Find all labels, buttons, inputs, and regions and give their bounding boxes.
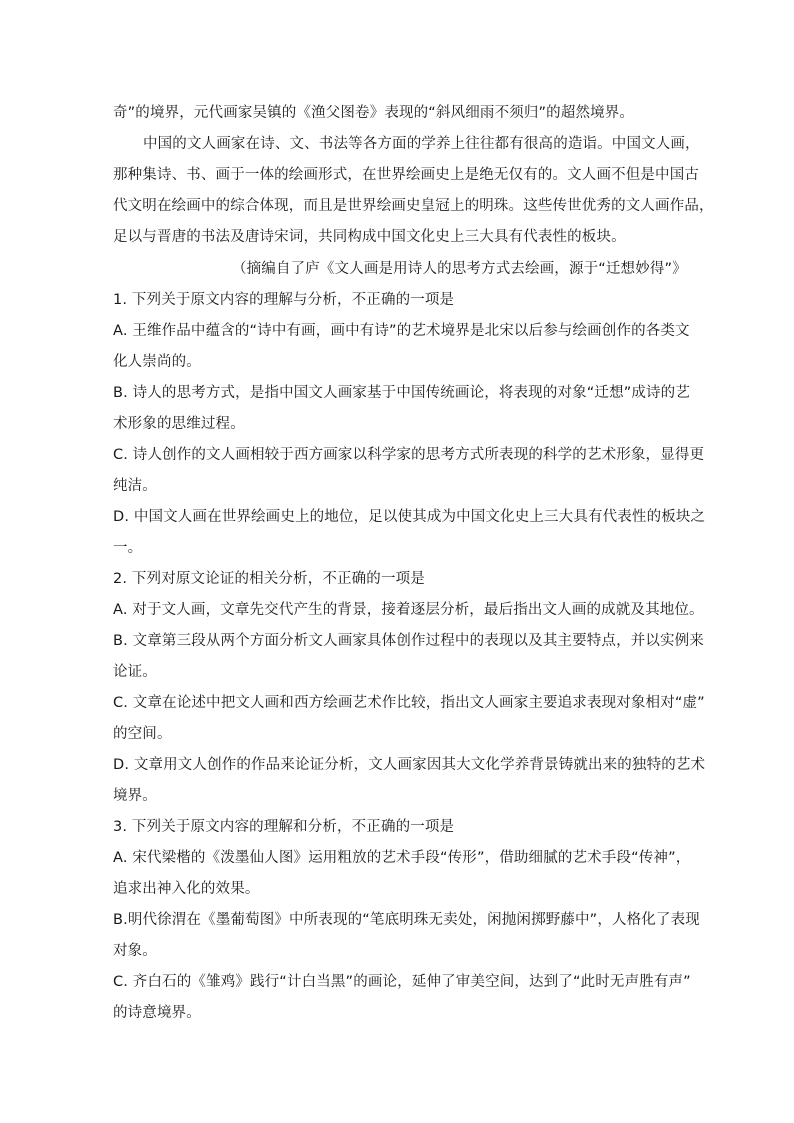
- option-d: D. 文章用文人创作的作品来论证分析，文人画家因其大文化学养背景铸就出来的独特的艺术: [113, 757, 706, 773]
- option-c-cont: 的诗意境界。: [113, 1005, 201, 1021]
- option-c-cont: 的空间。: [113, 726, 172, 742]
- option-c: C. 诗人创作的文人画相较于西方画家以科学家的思考方式所表现的科学的艺术形象，显得更: [113, 447, 705, 463]
- passage-line: 奇”的境界，元代画家吴镇的《渔父图卷》表现的“斜风细雨不须归”的超然境界。: [113, 105, 635, 121]
- question-stem: 3. 下列关于原文内容的理解和分析，不正确的一项是: [113, 819, 455, 835]
- option-a-cont: 追求出神入化的效果。: [113, 881, 260, 897]
- question-stem: 1. 下列关于原文内容的理解与分析，不正确的一项是: [113, 292, 455, 308]
- option-c: C. 齐白石的《雏鸡》践行“计白当黑”的画论，延伸了审美空间，达到了“此时无声胜有声”: [113, 974, 691, 990]
- option-c-cont: 纯洁。: [113, 478, 157, 494]
- option-b-cont: 论证。: [113, 664, 157, 680]
- option-a: A. 对于文人画，文章先交代产生的背景，接着逐层分析，最后指出文人画的成就及其地位。: [113, 602, 704, 618]
- option-d-cont: 境界。: [113, 788, 157, 804]
- option-c: C. 文章在论述中把文人画和西方绘画艺术作比较，指出文人画家主要追求表现对象相对“虚”: [113, 695, 705, 711]
- passage-source: （摘编自了庐《文人画是用诗人的思考方式去绘画，源于“迁想妙得”》: [232, 261, 687, 277]
- passage-line: 足以与晋唐的书法及唐诗宋词，共同构成中国文化史上三大具有代表性的板块。: [113, 229, 626, 245]
- option-a: A. 宋代梁楷的《泼墨仙人图》运用粗放的艺术手段“传形”，借助细腻的艺术手段“传神”，: [113, 850, 691, 866]
- option-d-cont: 一。: [113, 540, 143, 556]
- option-b: B. 文章第三段从两个方面分析文人画家具体创作过程中的表现以及其主要特点，并以实例来: [113, 633, 704, 649]
- option-d: D. 中国文人画在世界绘画史上的地位，足以使其成为中国文化史上三大具有代表性的板块之: [113, 509, 706, 525]
- passage-line: 中国的文人画家在诗、文、书法等各方面的学养上往往都有很高的造诣。中国文人画，: [143, 136, 700, 152]
- option-b: B. 诗人的思考方式，是指中国文人画家基于中国传统画论，将表现的对象“迁想”成诗的艺: [113, 385, 690, 401]
- option-b-cont: 对象。: [113, 943, 157, 959]
- option-b: B.明代徐渭在《墨葡萄图》中所表现的“笔底明珠无卖处，闲抛闲掷野藤中”，人格化了表现: [113, 912, 700, 928]
- option-b-cont: 术形象的思维过程。: [113, 416, 245, 432]
- passage-line: 代文明在绘画中的综合体现，而且是世界绘画史皇冠上的明珠。这些传世优秀的文人画作品，: [113, 198, 714, 214]
- option-a: A. 王维作品中蕴含的“诗中有画，画中有诗”的艺术境界是北宋以后参与绘画创作的各类文: [113, 323, 690, 339]
- question-stem: 2. 下列对原文论证的相关分析，不正确的一项是: [113, 571, 425, 587]
- passage-line: 那种集诗、书、画于一体的绘画形式，在世界绘画史上是绝无仅有的。文人画不但是中国古: [113, 167, 699, 183]
- option-a-cont: 化人崇尚的。: [113, 354, 201, 370]
